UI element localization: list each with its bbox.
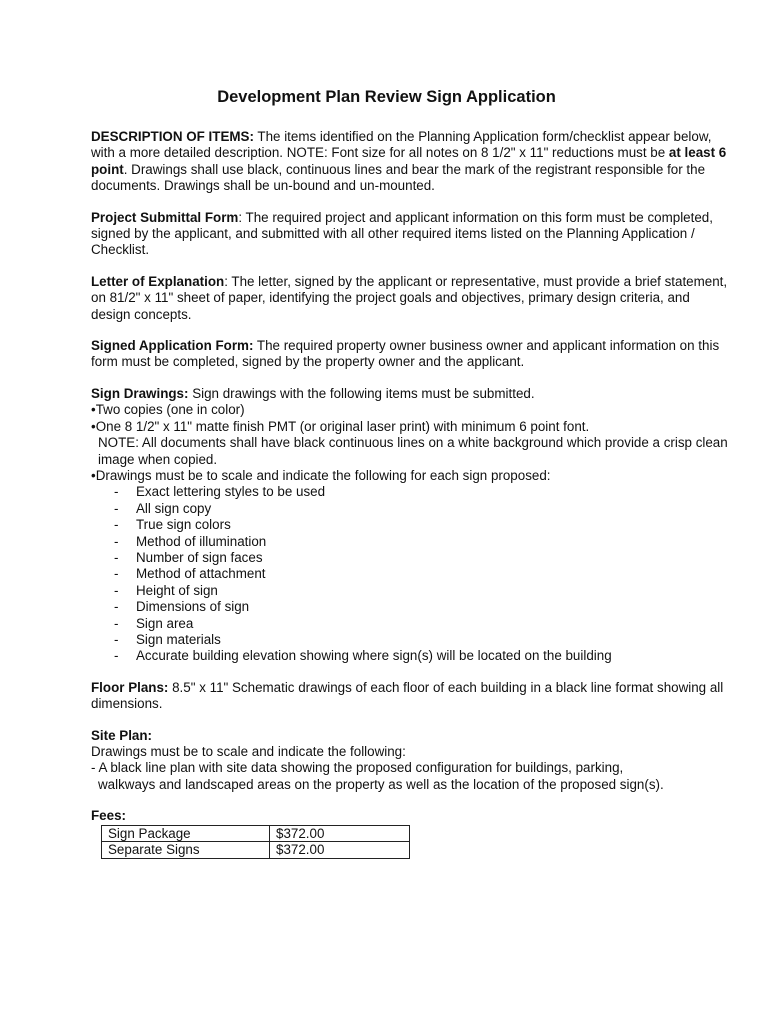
list-item: - Height of sign bbox=[91, 583, 730, 599]
list-item: - All sign copy bbox=[91, 501, 730, 517]
fees-section bbox=[91, 808, 730, 858]
sign-requirements-list bbox=[91, 484, 730, 664]
table-row: Sign Package $372.00 bbox=[102, 825, 410, 842]
project-submittal-paragraph: Project Submittal Form: The required project and applicant information on this form must be completed, signed by the applicant, and submitted with all other required items listed on the Planning Application / Checklist. bbox=[91, 209, 713, 258]
list-item: • Drawings must be to scale and indicate the following for each sign proposed: bbox=[91, 468, 730, 484]
letter-explanation-paragraph: Letter of Explanation: The letter, signed by the applicant or representative, must provide a brief statement, on 81/2" x 11" sheet of paper, identifying the project goals and objectives, primary design criteria, and design concepts. bbox=[91, 273, 728, 322]
fees-label: Fees: bbox=[91, 808, 126, 824]
list-item: - Dimensions of sign bbox=[91, 599, 730, 615]
list-item: - Method of attachment bbox=[91, 566, 730, 582]
list-item: • Two copies (one in color) bbox=[91, 402, 730, 418]
table-row: Separate Signs $372.00 bbox=[102, 842, 410, 859]
list-item: - Accurate building elevation showing where sign(s) will be located on the building bbox=[91, 648, 730, 664]
page-title: Development Plan Review Sign Application bbox=[217, 88, 556, 106]
fees-table bbox=[101, 825, 410, 859]
signed-application-paragraph: Signed Application Form: The required property owner business owner and applicant information on this form must be completed, signed by the property owner and the applicant. bbox=[91, 338, 720, 370]
description-paragraph: DESCRIPTION OF ITEMS: The items identified on the Planning Application form/checklist appear below, with a more detailed description. NOTE: Font size for all notes on 8 1/2" x 11" reductions must be at least 6 point. Drawings shall use black, continuous lines and bear the mark of the registrant responsible for the documents. Drawings shall be un-bound and un-mounted. bbox=[91, 129, 727, 194]
note-text: NOTE: All documents shall have black continuous lines on a white background which provide a crisp clean image when copied. bbox=[98, 435, 728, 467]
list-item: • One 8 1/2" x 11" matte finish PMT (or original laser print) with minimum 6 point font. bbox=[91, 419, 730, 435]
description-label: DESCRIPTION OF ITEMS: bbox=[91, 129, 254, 144]
list-item: - True sign colors bbox=[91, 517, 730, 533]
sign-drawings-section: Sign Drawings: Sign drawings with the following items must be submitted. • Two copies (one in color) • One 8 1/2" x 11" matte finish PMT (or original laser print) with minimum 6 point font. NOTE: All documents shall have black continuous lines on a white background which provide a crisp clean image when copied. • Drawings must be to scale and indicate the following for each sign proposed: - Exact lettering styles to be used - All sign copy - True sign colors - Method of illumination - Number of sign faces - Method of attachment - Height of sign - Dimensions of sign - Sign area - Sign materials - Accurate building elevation showing where sign(s) will be located on the building bbox=[91, 386, 730, 665]
list-item: - Exact lettering styles to be used bbox=[91, 484, 730, 500]
list-item: - Method of illumination bbox=[91, 534, 730, 550]
list-item: - Sign materials bbox=[91, 632, 730, 648]
site-plan-section: Site Plan: Drawings must be to scale and indicate the following: - A black line plan with site data showing the proposed configuration for buildings, parking, walkways and landscaped areas on the property as well as the location of the proposed sign(s). bbox=[91, 727, 664, 792]
list-item: - Sign area bbox=[91, 616, 730, 632]
list-item: - Number of sign faces bbox=[91, 550, 730, 566]
floor-plans-paragraph: Floor Plans: 8.5" x 11" Schematic drawings of each floor of each building in a black line format showing all dimensions. bbox=[91, 679, 724, 712]
